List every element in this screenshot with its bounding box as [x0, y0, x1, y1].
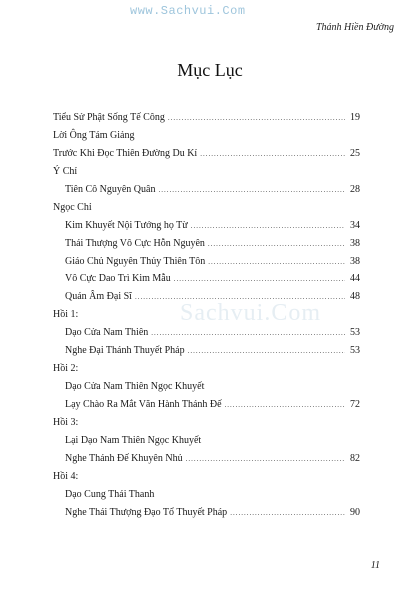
- toc-entry: [53, 378, 360, 396]
- toc-entry-label: Dạo Cung Thái Thanh: [65, 488, 155, 500]
- toc-entry: [53, 432, 360, 450]
- toc-dot-leader: [208, 254, 345, 272]
- toc-entry: [53, 145, 360, 163]
- toc-entry-label: Lạy Chào Ra Mắt Văn Hành Thánh Đế: [65, 399, 222, 410]
- running-header: Thánh Hiền Đường: [315, 22, 394, 33]
- toc-dot-leader: [200, 146, 345, 164]
- toc-entry-page: 38: [350, 255, 360, 267]
- toc-entry-page: 25: [350, 147, 360, 159]
- toc-entry-label: Quán Âm Đại Sĩ: [65, 291, 132, 303]
- toc-entry-label: Lại Dạo Nam Thiên Ngọc Khuyết: [65, 434, 202, 446]
- page-title: Mục Lục: [177, 60, 243, 80]
- toc-entry-label: Ý Chỉ: [53, 165, 78, 177]
- toc-entry-label: Nghe Thái Thượng Đạo Tổ Thuyết Pháp: [65, 506, 228, 518]
- toc-dot-leader: [208, 236, 345, 254]
- watermark-url: www.Sachvui.Com: [130, 4, 246, 18]
- toc-dot-leader: [230, 505, 345, 523]
- toc-entry-page: 48: [350, 291, 360, 303]
- page-number: 11: [370, 560, 380, 571]
- toc-entry-label: Tiểu Sử Phật Sống Tế Công: [53, 112, 165, 123]
- toc-entry-label: Tiên Cô Nguyên Quân: [65, 183, 156, 195]
- toc-dot-leader: [158, 182, 345, 200]
- toc-entry: [53, 324, 360, 342]
- toc-dot-leader: [191, 218, 345, 236]
- toc-dot-leader: [225, 397, 345, 415]
- toc-entry: [53, 414, 360, 432]
- toc-entry-page: 53: [350, 345, 360, 357]
- toc-entry: [53, 450, 360, 468]
- toc-entry: [53, 486, 360, 504]
- toc-dot-leader: [188, 343, 345, 361]
- toc-entry-page: 38: [350, 237, 360, 249]
- toc-dot-leader: [174, 271, 345, 289]
- toc-entry: [53, 360, 360, 378]
- toc-entry-label: Nghe Đại Thánh Thuyết Pháp: [65, 345, 185, 357]
- toc-entry: [53, 504, 360, 522]
- toc-entry-label: Hồi 4:: [53, 470, 79, 482]
- toc-entry: [53, 253, 360, 271]
- toc-entry-label: Thái Thượng Vô Cực Hỗn Nguyên: [65, 237, 205, 249]
- toc-dot-leader: [135, 289, 345, 307]
- toc-entry-label: Dạo Cửa Nam Thiên Ngọc Khuyết: [65, 381, 205, 393]
- toc-dot-leader: [168, 110, 345, 128]
- toc-entry-label: Nghe Thánh Đế Khuyên Nhủ: [65, 452, 183, 464]
- toc-entry-label: Vô Cực Dao Trì Kim Mẫu: [65, 273, 171, 285]
- toc-entry: [53, 109, 360, 127]
- toc-entry: [53, 163, 360, 181]
- toc-entry: [53, 181, 360, 199]
- toc-entry-label: Hồi 3:: [53, 416, 79, 428]
- toc-entry-label: Lời Ông Tám Giảng: [53, 129, 135, 141]
- toc-entry-page: 44: [350, 273, 360, 285]
- toc-entry-page: 34: [350, 219, 360, 231]
- toc-entry-page: 53: [350, 327, 360, 339]
- toc-entry: [53, 468, 360, 486]
- toc-entry-label: Trước Khi Đọc Thiên Đường Du Kí: [53, 147, 198, 159]
- toc-entry-label: Hồi 1:: [53, 309, 79, 321]
- toc-entry-label: Ngọc Chỉ: [53, 201, 92, 213]
- toc-entry: [53, 217, 360, 235]
- toc-entry: [53, 235, 360, 253]
- toc-entry-page: 82: [350, 452, 360, 464]
- toc-entry-label: Kim Khuyết Nội Tướng họ Từ: [65, 219, 188, 231]
- background-watermark: Sachvui.Com: [180, 300, 321, 326]
- toc-entry-label: Hồi 2:: [53, 363, 79, 375]
- toc-entry-label: Giáo Chủ Nguyên Thủy Thiên Tôn: [65, 255, 206, 267]
- table-of-contents: [53, 109, 360, 522]
- toc-entry: [53, 396, 360, 414]
- toc-entry-label: Dạo Cửa Nam Thiên: [65, 327, 149, 339]
- toc-entry: [53, 127, 360, 145]
- toc-entry: [53, 288, 360, 306]
- toc-entry-page: 72: [350, 399, 360, 410]
- toc-entry: [53, 199, 360, 217]
- toc-entry: [53, 306, 360, 324]
- toc-entry-page: 28: [350, 183, 360, 195]
- toc-dot-leader: [151, 325, 345, 343]
- toc-entry: [53, 270, 360, 288]
- toc-dot-leader: [186, 451, 345, 469]
- toc-entry-page: 19: [350, 112, 360, 123]
- toc-entry: [53, 342, 360, 360]
- toc-entry-page: 90: [350, 506, 360, 518]
